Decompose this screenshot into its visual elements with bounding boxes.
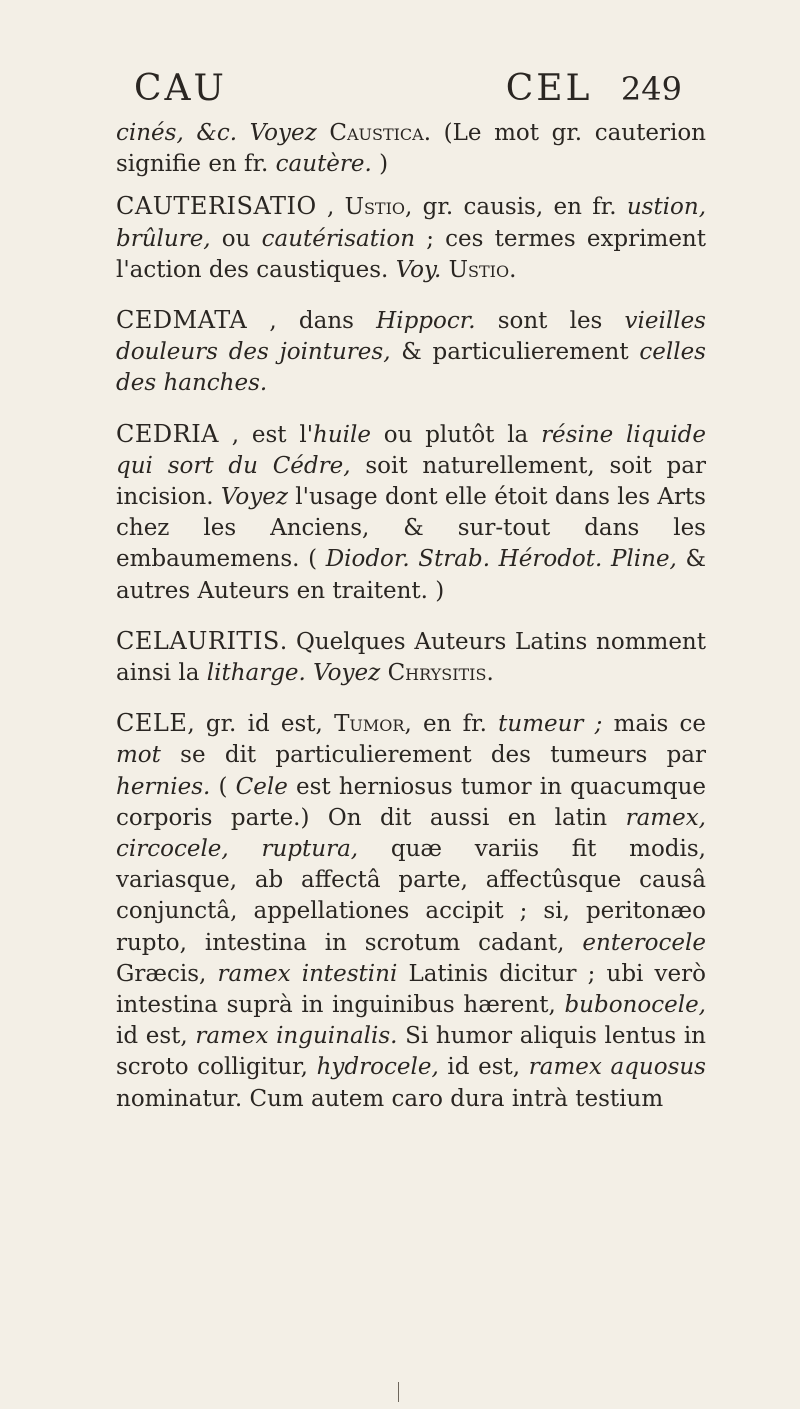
entry-text-run: . bbox=[509, 256, 517, 283]
entry-text-run: Voyez bbox=[313, 660, 381, 687]
entry-text-run: celles des hanches. bbox=[116, 339, 706, 397]
entry-text-run: , est l' bbox=[219, 421, 314, 448]
entry-text-run: ou plutôt la bbox=[370, 421, 542, 448]
entry-text-run: ramex aquosus bbox=[528, 1054, 706, 1081]
entry-text-run: mot bbox=[116, 742, 161, 769]
entry-text-run: cautère. bbox=[275, 151, 372, 178]
headword: CEDRIA bbox=[116, 419, 220, 448]
headword: CELE bbox=[116, 709, 188, 738]
entry-text-run: vieilles douleurs des jointures, bbox=[116, 308, 706, 366]
page-number: 249 bbox=[620, 70, 682, 108]
entry-text-run: , en fr. bbox=[404, 711, 499, 738]
entry-text-run: Caustica bbox=[329, 120, 424, 146]
entry-text-run: l'usage dont elle étoit dans les Arts chez les Anciens, & sur-tout dans les embaumemens. ( bbox=[116, 484, 706, 573]
entry-text-run bbox=[317, 120, 330, 146]
entry-text-run: litharge. bbox=[206, 660, 306, 687]
entry-text-run: quæ variis fit modis, variasque, ab affectâ parte, affectûsque causâ conjunctâ, appellationes accipit ; si, peritonæo rupto, intestina in scrotum cadant, bbox=[116, 836, 706, 956]
headword: CEDMATA bbox=[116, 306, 248, 335]
entry-text-run: hernies. bbox=[116, 773, 211, 800]
entry-text-run: & particulierement bbox=[390, 339, 640, 366]
entry-text-run: ramex inguinalis. bbox=[195, 1023, 398, 1050]
headword: CAUTERISATIO bbox=[116, 192, 317, 221]
entry-cedria bbox=[116, 419, 706, 607]
entry-text-run: . bbox=[486, 660, 494, 687]
entry-text-run: ( bbox=[210, 773, 236, 800]
entry-text-run: cinés, &c. bbox=[116, 120, 250, 146]
entry-text-run: enterocele bbox=[582, 929, 706, 956]
entry-text-run: , gr. id est, bbox=[187, 711, 335, 738]
entry-text-run: , bbox=[316, 194, 345, 221]
entry-text-run: soit naturellement, soit par incision. bbox=[116, 452, 706, 511]
running-header bbox=[128, 68, 682, 118]
entry-text-run: Voyez bbox=[220, 484, 288, 511]
entry-text-run: bubonocele, bbox=[564, 992, 706, 1019]
entry-continuation bbox=[116, 118, 706, 180]
entry-text-run: , gr. causis, en fr. bbox=[405, 194, 627, 221]
header-right bbox=[506, 68, 682, 109]
entry-text-run: Diodor. Strab. Hérodot. Pline, bbox=[325, 546, 677, 573]
entry-text-run: Cele bbox=[235, 773, 288, 800]
entry-text-run: ramex, circocele, ruptura, bbox=[116, 804, 706, 863]
dictionary-text bbox=[116, 118, 706, 1134]
entry-text-run bbox=[441, 257, 448, 283]
entry-cauterisatio bbox=[116, 191, 706, 286]
entry-text-run: . Quelques Auteurs Latins nomment ainsi la bbox=[116, 628, 706, 687]
entry-text-run: ramex intestini bbox=[217, 960, 398, 987]
entry-text-run: Græcis, bbox=[116, 960, 218, 987]
entry-text-run bbox=[380, 660, 387, 686]
entry-cele bbox=[116, 708, 706, 1115]
entry-text-run: Voyez bbox=[249, 120, 317, 146]
entry-celauritis bbox=[116, 626, 706, 689]
entry-text-run: . (Le mot gr. cauterion signifie en fr. bbox=[116, 120, 706, 178]
headword: CELAURITIS bbox=[116, 626, 280, 655]
entry-text-run: id est, bbox=[116, 1023, 196, 1050]
entry-text-run: cautérisation bbox=[261, 225, 416, 252]
entry-text-run: Ustio bbox=[448, 256, 510, 283]
entry-text-run: ou bbox=[210, 225, 262, 252]
entry-text-run: se dit particulierement des tumeurs par bbox=[160, 742, 706, 769]
entry-text-run: tumeur ; bbox=[498, 711, 603, 738]
entry-text-run: mais ce bbox=[602, 711, 706, 738]
entry-text-run: ustion, brûlure, bbox=[116, 194, 707, 252]
entry-text-run: Hippocr. bbox=[376, 308, 476, 335]
entry-cedmata bbox=[116, 305, 706, 400]
entry-text-run: huile bbox=[313, 421, 371, 448]
printer-mark bbox=[398, 1382, 402, 1402]
entry-text-run: Si humor aliquis lentus in scroto colligitur, bbox=[116, 1023, 706, 1081]
entry-text-run: Voy. bbox=[395, 256, 442, 283]
entry-text-run: hydrocele, bbox=[316, 1054, 439, 1081]
entry-text-run: Ustio bbox=[344, 194, 406, 221]
entry-text-run: Latinis dicitur ; ubi verò intestina suprà in inguinibus hærent, bbox=[116, 960, 706, 1019]
entry-text-run: id est, bbox=[438, 1054, 529, 1081]
entry-text-run: est herniosus tumor in quacumque corporis parte.) On dit aussi en latin bbox=[116, 773, 706, 831]
header-right-guide-word: CEL bbox=[505, 68, 593, 109]
entry-text-run: & autres Auteurs en traitent. ) bbox=[116, 546, 706, 604]
entry-text-run: Chrysitis bbox=[387, 660, 487, 687]
entry-text-run: sont les bbox=[475, 308, 625, 335]
entry-text-run: nominatur. Cum autem caro dura intrà testium bbox=[116, 1085, 664, 1112]
entry-text-run: résine liquide qui sort du Cédre, bbox=[116, 421, 706, 479]
entry-text-run: ; ces termes expriment l'action des caustiques. bbox=[116, 225, 706, 283]
entry-text-run: , dans bbox=[247, 308, 377, 335]
header-left-guide-word: CAU bbox=[134, 68, 227, 109]
entry-text-run: ) bbox=[371, 151, 389, 178]
entry-text-run: Tumor bbox=[334, 711, 405, 738]
